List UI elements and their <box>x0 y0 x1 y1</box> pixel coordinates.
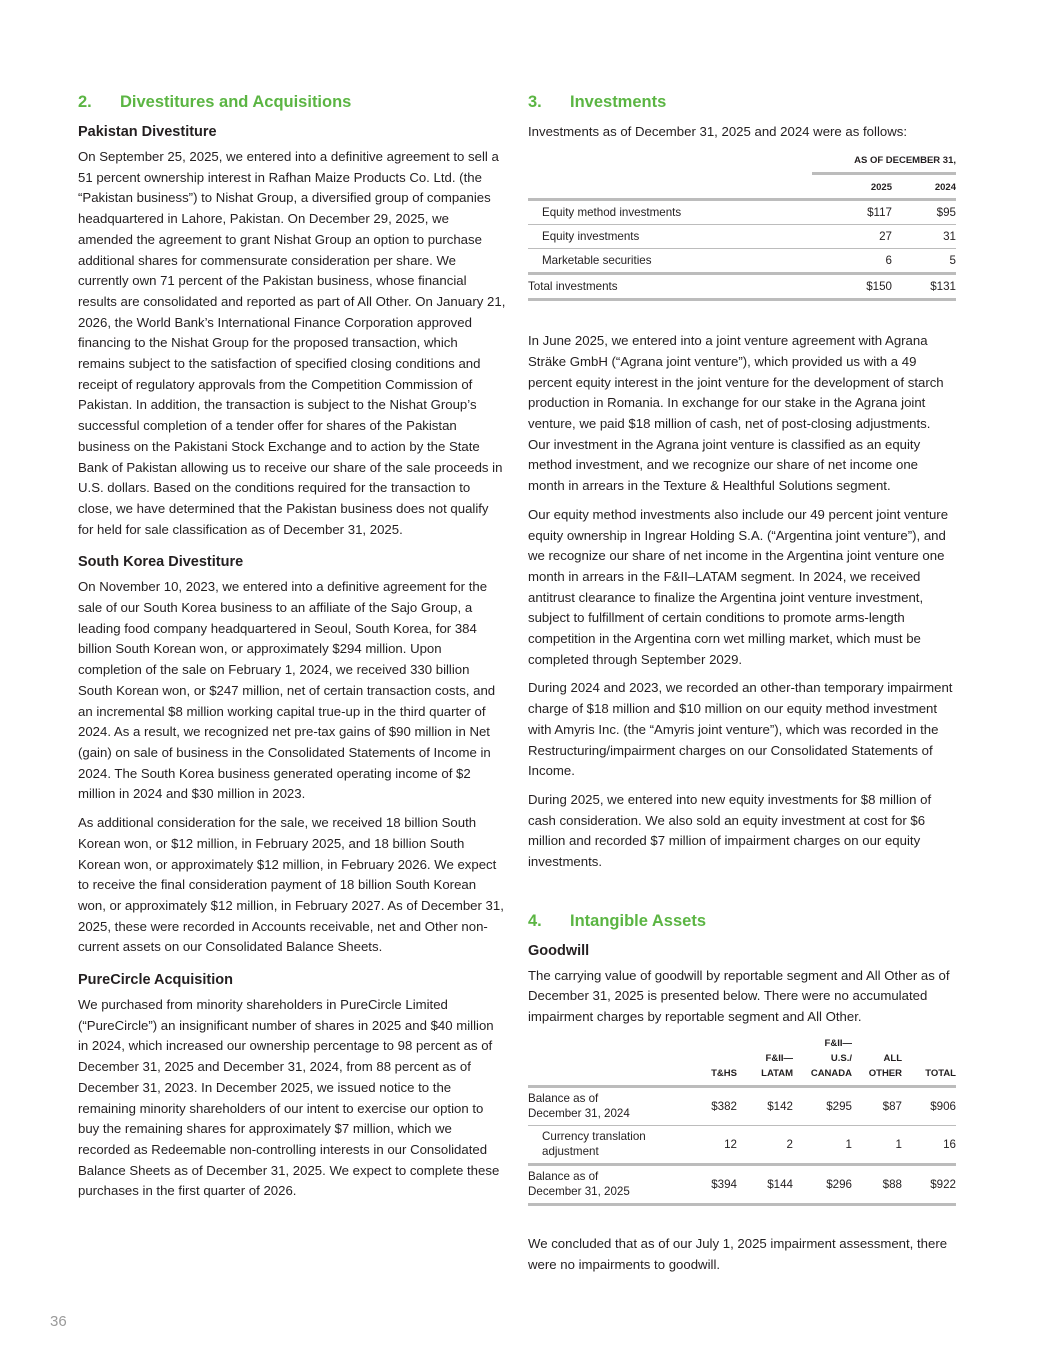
table-super-header: AS OF DECEMBER 31, <box>812 151 956 174</box>
cell-value: $382 <box>683 1086 737 1125</box>
table-row <box>528 1125 956 1164</box>
cell-value: 31 <box>892 225 956 249</box>
table-row <box>528 200 956 225</box>
section-number: 4. <box>528 911 542 930</box>
cell-value: 1 <box>852 1125 902 1164</box>
cell-value: $394 <box>683 1164 737 1204</box>
cell-value: $131 <box>892 274 956 300</box>
cell-value: 16 <box>902 1125 956 1164</box>
investments-table <box>528 151 956 302</box>
row-label: Marketable securities <box>528 249 812 274</box>
goodwill-table <box>528 1036 956 1206</box>
cell-value: $295 <box>793 1086 852 1125</box>
cell-value: $906 <box>902 1086 956 1125</box>
row-label: Equity investments <box>528 225 812 249</box>
cell-value: 6 <box>812 249 892 274</box>
column-header: 2025 <box>812 174 892 200</box>
paragraph: On September 25, 2025, we entered into a definitive agreement to sell a 51 percent ownership interest in Rafhan Maize Products Co. Ltd. (the “Pakistan business”) to Nishat Group, a diversified group of companies headquartered in Lahore, Pakistan. On December 29, 2025, we amended the agreement to grant Nishat Group an option to purchase additional shares for commensurate consideration per share. We currently own 71 percent of the Pakistan business, whose financial results are consolidated and reported as part of All Other. On January 21, 2026, the World Bank’s International Finance Corporation approved financing to the Nishat Group for the proposed transaction, which remains subject to the satisfaction of specified closing conditions and receipt of regulatory approvals from the Competition Commission of Pakistan. In addition, the transaction is subject to the Nishat Group’s successful completion of a tender offer for shares of the Pakistan business on the Pakistani Stock Exchange and to action by the State Bank of Pakistan allowing us to receive our share of the sale proceeds in U.S. dollars. Based on the conditions required for the transaction to close, we have determined that the Pakistan business does not qualify for held for sale classification as of December 31, 2025. <box>78 149 506 537</box>
row-label: Total investments <box>528 274 812 300</box>
cell-value: $88 <box>852 1164 902 1204</box>
paragraph: As additional consideration for the sale, we received 18 billion South Korean won, or $12 million, in February 2025, and 18 billion South Korean won, or approximately $12 million, in February 2026. We expect to receive the final consideration payment of 18 billion South Korean won, or approximately $12 million, in February 2027. As of December 31, 2025, these were recorded in Accounts receivable, net and Other non-current assets on our Consolidated Balance Sheets. <box>78 815 504 955</box>
section-title: Intangible Assets <box>570 911 707 930</box>
column-header: F&II— U.S./ CANADA <box>793 1036 852 1087</box>
cell-value: $117 <box>812 200 892 225</box>
cell-value: $87 <box>852 1086 902 1125</box>
cell-value: $144 <box>737 1164 793 1204</box>
section-heading-divestitures <box>78 90 506 114</box>
table-row <box>528 249 956 274</box>
cell-value: 12 <box>683 1125 737 1164</box>
goodwill-conclusion: We concluded that as of our July 1, 2025 impairment assessment, there were no impairments to goodwill. <box>528 1235 948 1272</box>
subheading-purecircle: PureCircle Acquisition <box>78 972 233 989</box>
cell-value: 27 <box>812 225 892 249</box>
page-number: 36 <box>50 1313 67 1330</box>
subheading-pakistan: Pakistan Divestiture <box>78 124 217 140</box>
row-label: Balance as of December 31, 2025 <box>528 1164 683 1204</box>
column-header: 2024 <box>892 174 956 200</box>
section-title: Investments <box>570 93 667 111</box>
section-heading-investments <box>528 90 956 114</box>
paragraph: We purchased from minority shareholders in PureCircle Limited (“PureCircle”) an insignificant number of shares in 2025 and $40 million in 2024, which increased our ownership percentage to 98 percent as of December 31, 2025 and December 31, 2024, from 88 percent as of December 31, 2023. In December 2025, we issued notice to the remaining minority shareholders of our intent to exercise our option to buy the remaining shares for approximately $7 million, which we recorded as Redeemable non-controlling interests in our Consolidated Balance Sheets as of December 31, 2025. We expect to complete these purchases in the first quarter of 2026. <box>78 997 500 1199</box>
column-header: TOTAL <box>902 1036 956 1087</box>
row-label: Currency translation adjustment <box>528 1125 683 1164</box>
subheading-south-korea: South Korea Divestiture <box>78 554 244 571</box>
row-label: Balance as of December 31, 2024 <box>528 1086 683 1125</box>
paragraph: Our equity method investments also include our 49 percent joint venture equity ownership in Ingrear Holding S.A. (“Argentina joint venture”), and we recognize our share of net income in the Argentina joint venture one month in arrears in the F&II–LATAM segment. In 2024, we received antitrust clearance to finalize the Argentina joint venture investment, subject to fulfillment of certain conditions to promote arms-length competition in the Argentina corn wet milling market, which must be completed through September 2029. <box>528 506 949 667</box>
goodwill-intro: The carrying value of goodwill by reportable segment and All Other as of December 31, 2025 is presented below. There were no accumulated impairment charges by reportable segment and All Other. <box>528 967 950 1025</box>
subheading-goodwill: Goodwill <box>528 942 590 959</box>
investments-intro: Investments as of December 31, 2025 and 2024 were as follows: <box>528 124 907 139</box>
cell-value: $95 <box>892 200 956 225</box>
table-row <box>528 225 956 249</box>
cell-value: $142 <box>737 1086 793 1125</box>
paragraph: During 2025, we entered into new equity investments for $8 million of cash consideration. We also sold an equity investment at cost for $6 million and recorded $7 million of impairment charges on our equity investments. <box>528 791 932 870</box>
table-total-row <box>528 1164 956 1204</box>
cell-value: $922 <box>902 1164 956 1204</box>
section-heading-intangibles <box>528 909 956 933</box>
row-label: Equity method investments <box>528 200 812 225</box>
right-column <box>528 90 956 1283</box>
table-total-row <box>528 274 956 300</box>
cell-value: 2 <box>737 1125 793 1164</box>
cell-value: 1 <box>793 1125 852 1164</box>
paragraph: On November 10, 2023, we entered into a definitive agreement for the sale of our South Korea business to an affiliate of the Sajo Group, a leading food company headquartered in Seoul, South Korea, for 384 billion South Korean won, or approximately $294 million. Upon completion of the sale on February 1, 2024, we received 330 billion South Korean won, or $247 million, net of certain transaction costs, and an incremental $8 million working capital true-up in the third quarter of 2024. As a result, we recognized net pre-tax gains of $90 million in Net (gain) on sale of business in the Consolidated Statements of Income in 2024. The South Korea business generated operating income of $2 million in 2024 and $30 million in 2023. <box>78 579 496 802</box>
section-title: Divestitures and Acquisitions <box>120 93 352 111</box>
left-column <box>78 90 506 1210</box>
paragraph: In June 2025, we entered into a joint venture agreement with Agrana Sträke GmbH (“Agrana joint venture”), which provided us with a 49 percent equity interest in the joint venture for the development of starch production in Romania. In exchange for our stake in the Agrana joint venture, we paid $18 million of cash, net of post-closing adjustments. Our investment in the Agrana joint venture is classified as an equity method investment, and we recognize our share of net income one month in arrears in the Texture & Healthful Solutions segment. <box>528 333 944 494</box>
section-number: 2. <box>78 93 92 111</box>
table-row <box>528 1086 956 1125</box>
column-header: ALL OTHER <box>852 1036 902 1087</box>
column-header: F&II— LATAM <box>737 1036 793 1087</box>
cell-value: 5 <box>892 249 956 274</box>
cell-value: $150 <box>812 274 892 300</box>
cell-value: $296 <box>793 1164 852 1204</box>
paragraph: During 2024 and 2023, we recorded an other-than temporary impairment charge of $18 million and $10 million on our equity method investment with Amyris Inc. (the “Amyris joint venture”), which was recorded in the Restructuring/impairment charges on our Consolidated Statements of Income. <box>528 680 953 779</box>
section-number: 3. <box>528 93 542 111</box>
column-header: T&HS <box>683 1036 737 1087</box>
